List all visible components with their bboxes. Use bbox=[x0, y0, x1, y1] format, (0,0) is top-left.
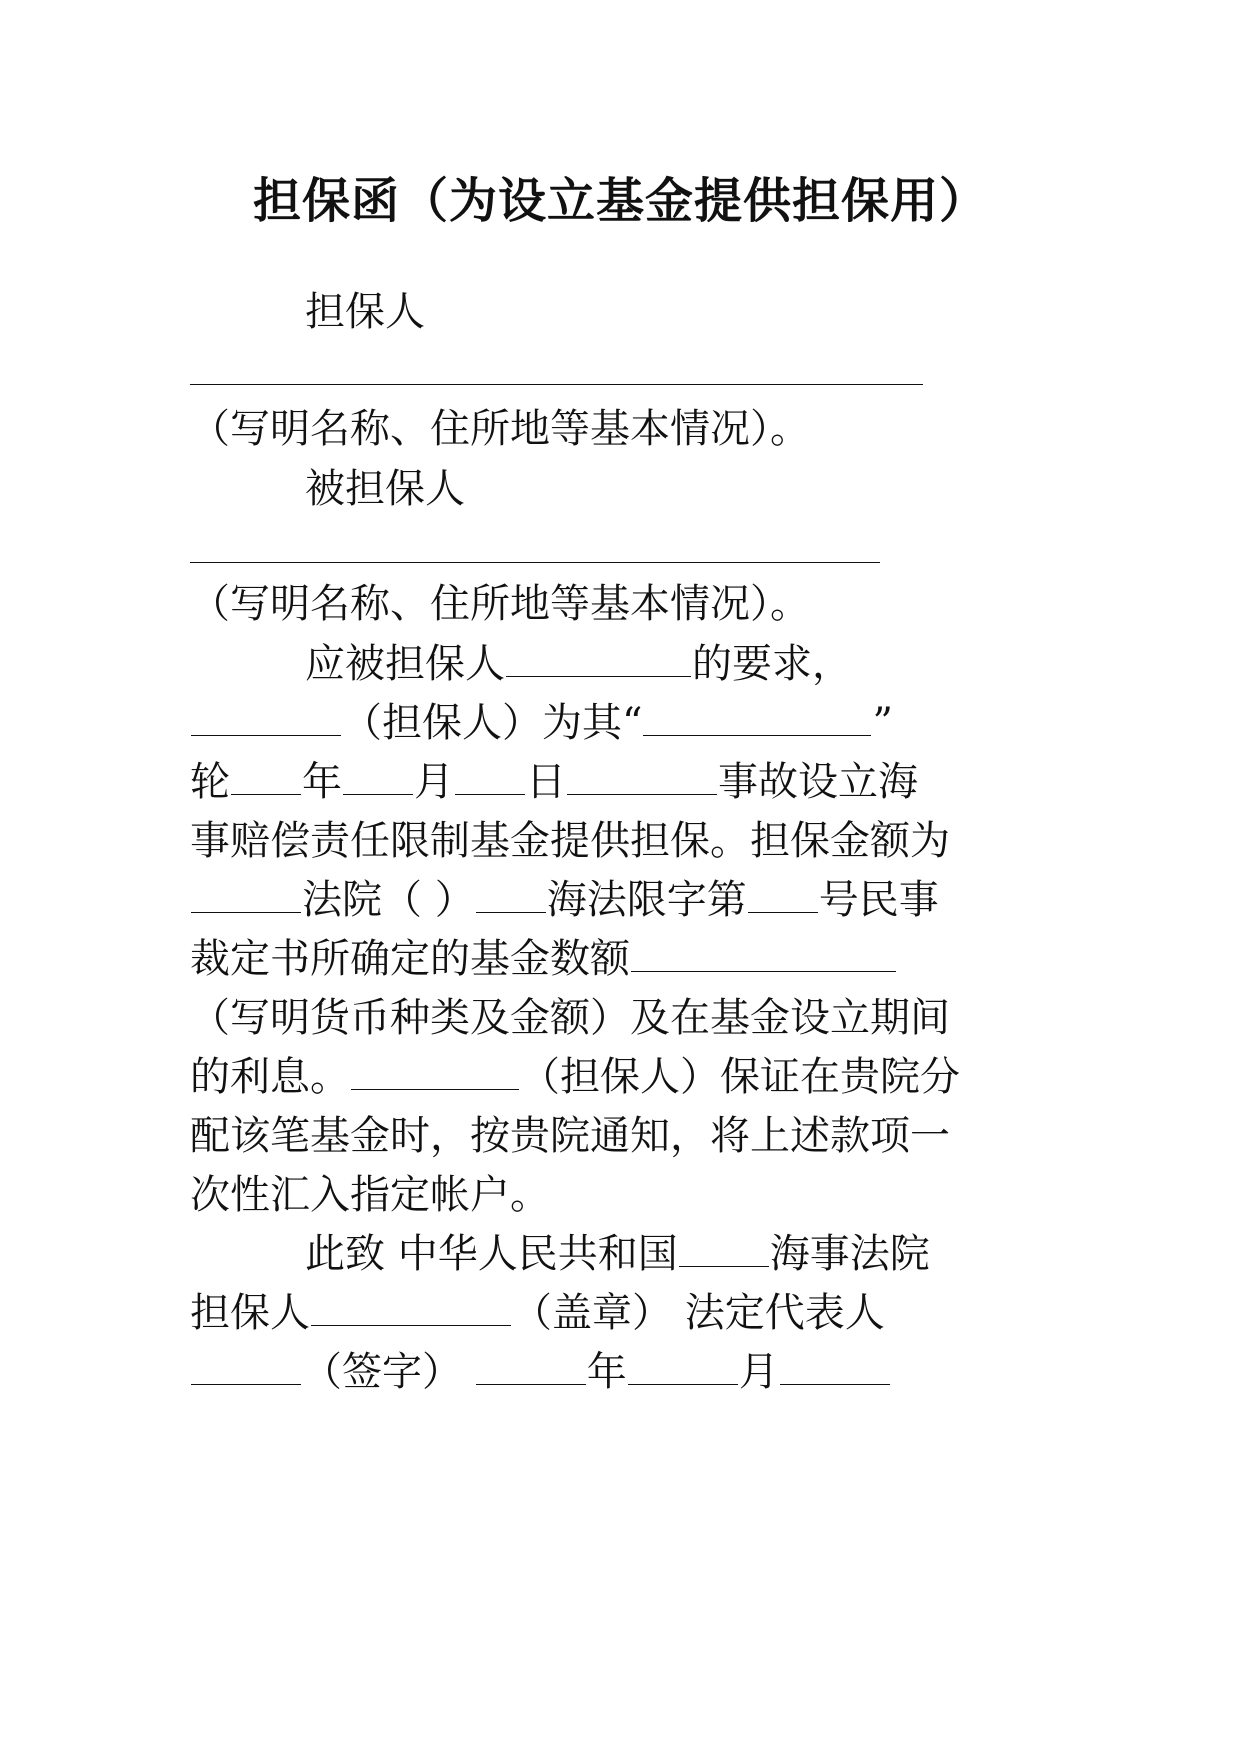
guaranteed-party-note-text: （写明名称、住所地等基本情况）。 bbox=[190, 581, 810, 627]
close-quote: ” bbox=[872, 700, 893, 746]
signature-seal-line bbox=[190, 1281, 885, 1345]
seal-text: （盖章） 法定代表人 bbox=[512, 1290, 885, 1336]
guarantor-for-ship-line bbox=[190, 691, 893, 755]
guarantor-for-text: （担保人）为其“ bbox=[342, 700, 643, 746]
distribution-line bbox=[190, 1104, 950, 1168]
guarantor-text: 担保人 bbox=[305, 289, 425, 335]
accident-blank bbox=[567, 754, 717, 795]
remittance-line bbox=[190, 1163, 550, 1227]
representative-blank bbox=[191, 1344, 301, 1385]
document-title: 担保函（为设立基金提供担保用） bbox=[252, 173, 988, 229]
guarantor-label bbox=[305, 280, 425, 344]
guaranteed-party-blank-line bbox=[190, 562, 880, 563]
accident-date-line bbox=[190, 750, 918, 814]
sign-month-blank bbox=[628, 1344, 738, 1385]
salutation-line bbox=[305, 1222, 930, 1286]
case-text: 海法限字第 bbox=[546, 877, 747, 923]
maritime-court-text: 海事法院 bbox=[769, 1231, 930, 1277]
fund-amount-blank bbox=[631, 931, 896, 972]
guarantor-blank bbox=[191, 695, 341, 736]
sign-year-text: 年 bbox=[586, 1349, 627, 1395]
fund-guarantee-line bbox=[190, 809, 950, 873]
guaranteed-party-note bbox=[190, 572, 810, 636]
year-blank bbox=[231, 754, 301, 795]
fund-amount-line bbox=[190, 927, 897, 991]
guarantor-blank-2 bbox=[351, 1049, 519, 1090]
court-text: 法院（ ） bbox=[302, 877, 475, 923]
ruling-year-blank bbox=[476, 872, 546, 913]
fund-guarantee-text: 事赔偿责任限制基金提供担保。担保金额为 bbox=[190, 818, 950, 864]
year-text: 年 bbox=[302, 759, 342, 805]
case-number-blank bbox=[748, 872, 818, 913]
accident-text: 事故设立海 bbox=[718, 759, 918, 805]
interest-line bbox=[190, 1045, 960, 1109]
interest-text: 的利息。 bbox=[190, 1054, 350, 1100]
fund-amount-text: 裁定书所确定的基金数额 bbox=[190, 936, 630, 982]
guarantor-seal-blank bbox=[311, 1285, 511, 1326]
court-ruling-line bbox=[190, 868, 939, 932]
guarantor-note bbox=[190, 397, 810, 461]
ship-text: 轮 bbox=[190, 759, 230, 805]
sign-day-blank bbox=[780, 1344, 890, 1385]
guarantor-note-text: （写明名称、住所地等基本情况）。 bbox=[190, 406, 810, 452]
guarantee-text: （担保人）保证在贵院分 bbox=[520, 1054, 960, 1100]
guaranteed-party-text: 被担保人 bbox=[305, 466, 465, 512]
guaranteed-party-blank bbox=[506, 636, 691, 677]
currency-text: （写明货币种类及金额）及在基金设立期间 bbox=[190, 995, 950, 1041]
month-blank bbox=[343, 754, 413, 795]
guarantor-blank-line bbox=[190, 384, 923, 385]
signature-date-line bbox=[190, 1340, 891, 1404]
day-text: 日 bbox=[526, 759, 566, 805]
signature-text: （签字） bbox=[302, 1349, 475, 1395]
request-text-a: 应被担保人 bbox=[305, 641, 505, 687]
salutation-text: 此致 中华人民共和国 bbox=[305, 1231, 678, 1277]
request-text-b: 的要求， bbox=[692, 641, 852, 687]
remittance-text: 次性汇入指定帐户。 bbox=[190, 1172, 550, 1218]
day-blank bbox=[455, 754, 525, 795]
maritime-court-blank bbox=[679, 1226, 769, 1267]
signer-label: 担保人 bbox=[190, 1290, 310, 1336]
civil-text: 号民事 bbox=[818, 877, 939, 923]
sign-year-blank bbox=[476, 1344, 586, 1385]
guaranteed-party-label bbox=[305, 457, 465, 521]
month-text: 月 bbox=[414, 759, 454, 805]
request-line bbox=[305, 632, 852, 696]
sign-month-text: 月 bbox=[738, 1349, 779, 1395]
ship-name-blank bbox=[643, 695, 871, 736]
court-blank bbox=[191, 872, 301, 913]
distribution-text: 配该笔基金时，按贵院通知，将上述款项一 bbox=[190, 1113, 950, 1159]
currency-line bbox=[190, 986, 950, 1050]
